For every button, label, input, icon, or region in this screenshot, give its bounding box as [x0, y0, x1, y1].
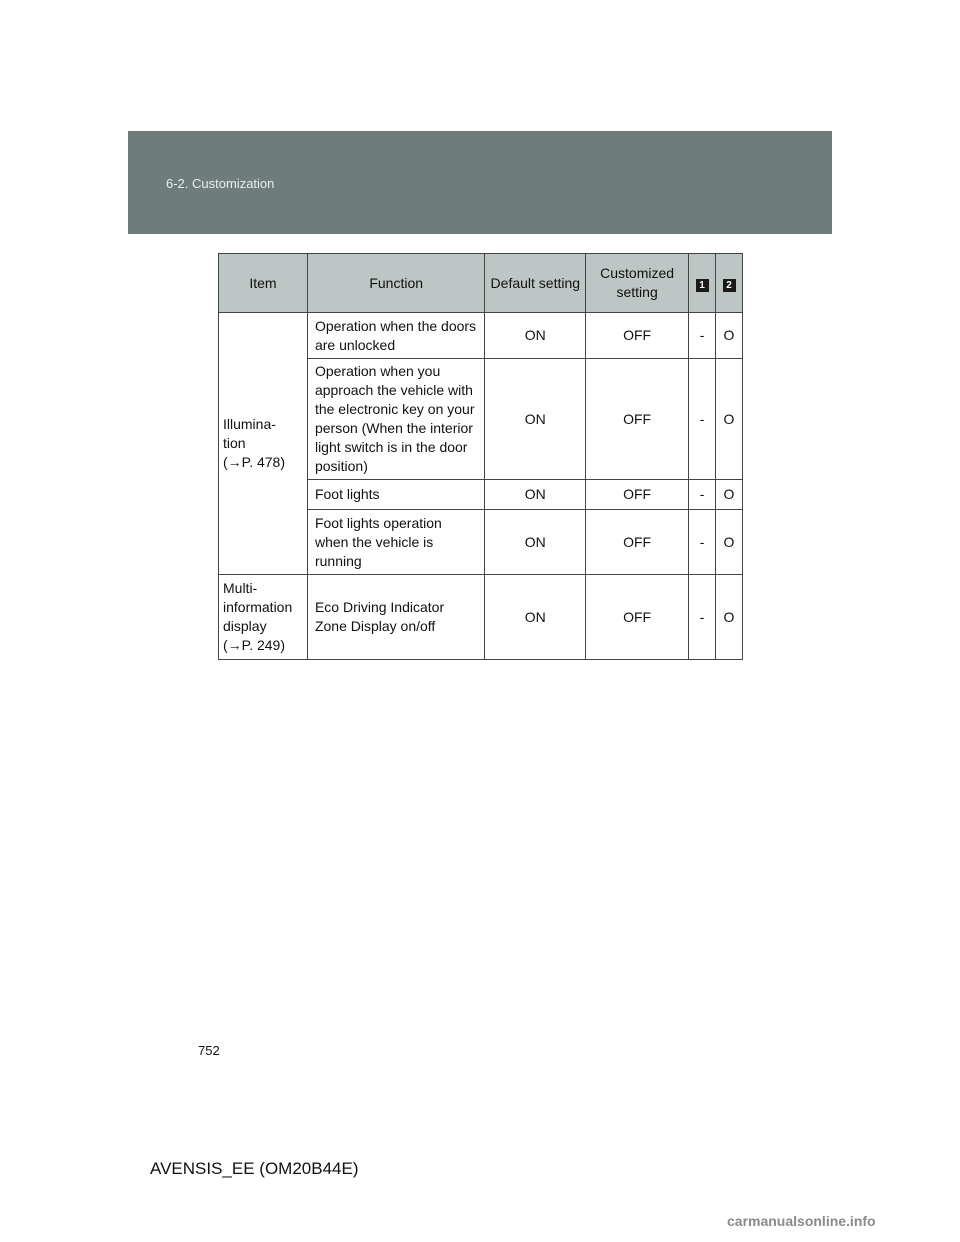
default-cell: ON [485, 480, 586, 510]
default-cell: ON [485, 313, 586, 359]
item-line: information [223, 599, 293, 615]
col1-cell: - [689, 510, 716, 575]
col1-cell: - [689, 359, 716, 480]
item-page-ref: (→P. 249) [223, 637, 285, 653]
default-cell: ON [485, 575, 586, 660]
col2-cell: O [716, 313, 743, 359]
section-header-band [128, 131, 832, 234]
watermark: carmanualsonline.info [727, 1213, 876, 1229]
col1-cell: - [689, 480, 716, 510]
item-line: display [223, 618, 267, 634]
header-col-1 [689, 254, 716, 313]
table-header-row [219, 254, 743, 313]
col2-cell: O [716, 510, 743, 575]
item-line: tion [223, 435, 246, 451]
header-default-setting: Default setting [485, 254, 586, 313]
customized-cell: OFF [586, 359, 689, 480]
badge-2-icon: 2 [723, 279, 736, 292]
header-function: Function [307, 254, 484, 313]
col2-cell: O [716, 575, 743, 660]
col2-cell: O [716, 480, 743, 510]
item-line: Illumina- [223, 416, 276, 432]
item-page-ref: (→P. 478) [223, 454, 285, 470]
header-col-2 [716, 254, 743, 313]
default-cell: ON [485, 510, 586, 575]
col1-cell: - [689, 313, 716, 359]
customized-cell: OFF [586, 575, 689, 660]
table-row [219, 575, 743, 660]
customized-cell: OFF [586, 313, 689, 359]
function-cell: Operation when you approach the vehicle with the electronic key on your person (When the interior light switch is in the door position) [307, 359, 484, 480]
page-number: 752 [198, 1043, 220, 1058]
function-cell: Eco Driving Indicator Zone Display on/off [307, 575, 484, 660]
col2-cell: O [716, 359, 743, 480]
document-id: AVENSIS_EE (OM20B44E) [150, 1159, 359, 1178]
badge-1-icon: 1 [696, 279, 709, 292]
header-customized-setting: Customized setting [586, 254, 689, 313]
item-line: Multi- [223, 580, 258, 596]
item-illumination [219, 313, 308, 575]
function-cell: Operation when the doors are unlocked [307, 313, 484, 359]
function-cell: Foot lights operation when the vehicle is running [307, 510, 484, 575]
function-cell: Foot lights [307, 480, 484, 510]
customized-cell: OFF [586, 480, 689, 510]
customized-cell: OFF [586, 510, 689, 575]
customization-table [218, 253, 743, 660]
header-item: Item [219, 254, 308, 313]
table-row [219, 313, 743, 359]
item-multi-information-display [219, 575, 308, 660]
col1-cell: - [689, 575, 716, 660]
section-title: 6-2. Customization [166, 176, 275, 191]
default-cell: ON [485, 359, 586, 480]
